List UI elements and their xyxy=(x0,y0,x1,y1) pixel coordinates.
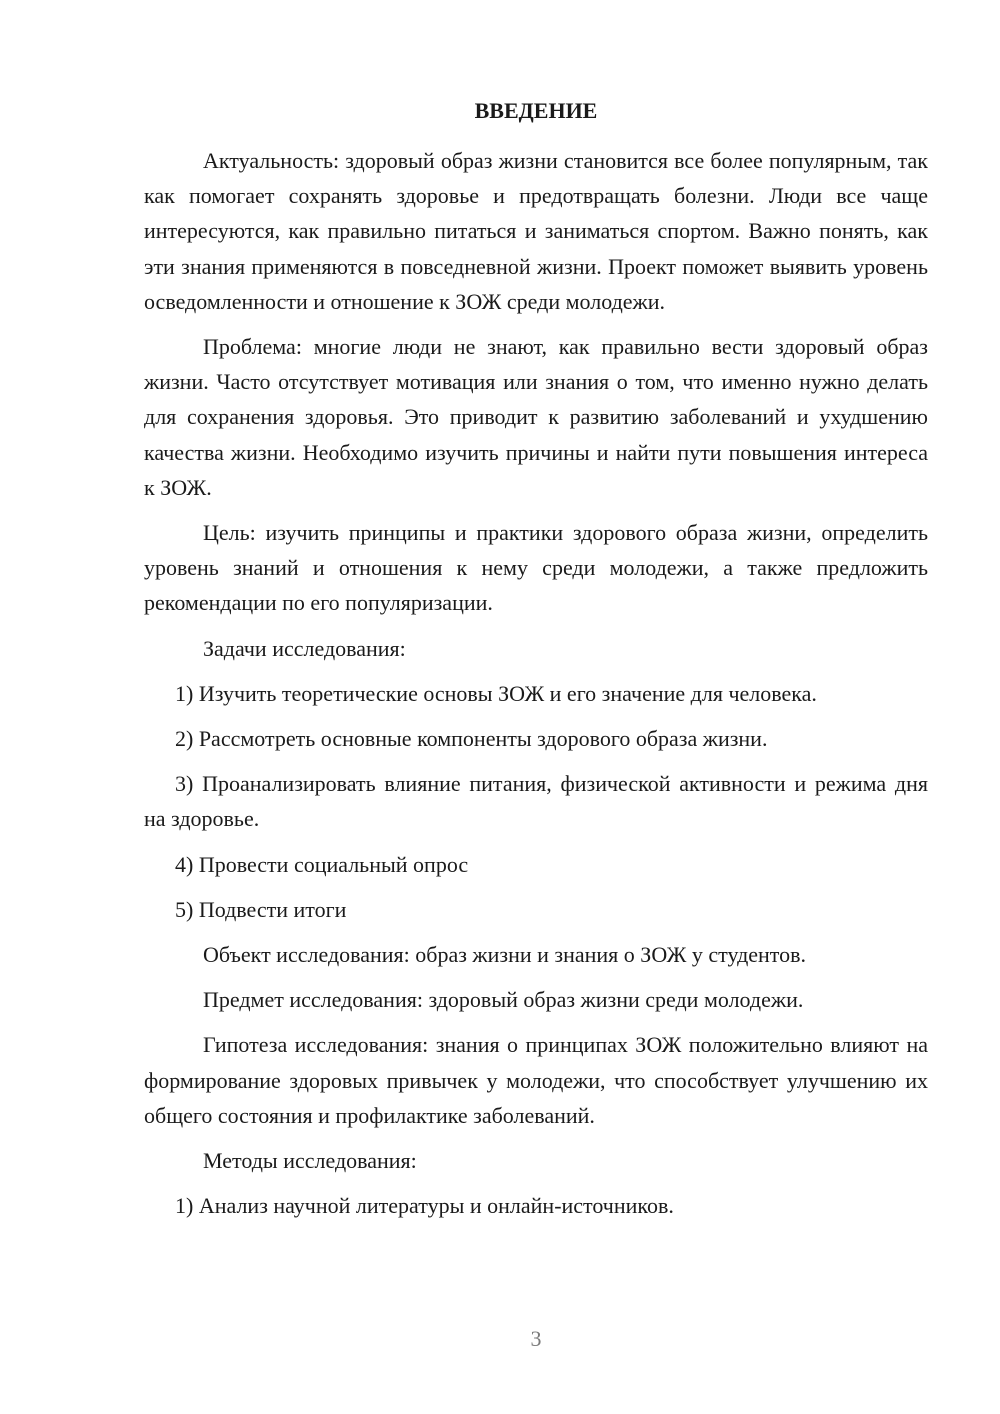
hypothesis-paragraph: Гипотеза исследования: знания о принципах ЗОЖ положительно влияют на формирование здоровых привычек у молодежи, что способствует улучшению их общего состояния и профилактике заболеваний. xyxy=(144,1032,928,1128)
problem-paragraph: Проблема: многие люди не знают, как правильно вести здоровый образ жизни. Часто отсутствует мотивация или знания о том, что именно нужно делать для сохранения здоровья. Это приводит к развитию заболеваний и ухудшению качества жизни. Необходимо изучить причины и найти пути повышения интереса к ЗОЖ. xyxy=(144,334,928,500)
task-item-2: 2) Рассмотреть основные компоненты здорового образа жизни. xyxy=(175,726,768,752)
task-item-5: 5) Подвести итоги xyxy=(175,896,347,922)
relevance-paragraph: Актуальность: здоровый образ жизни становится все более популярным, так как помогает сохранять здоровье и предотвращать болезни. Люди все чаще интересуются, как правильно питаться и заниматься спортом. Важно понять, как эти знания применяются в повседневной жизни. Проект поможет выявить уровень осведомленности и отношение к ЗОЖ среди молодежи. xyxy=(144,148,928,314)
object-paragraph: Объект исследования: образ жизни и знания о ЗОЖ у студентов. xyxy=(203,942,807,968)
task-item-3: 3) Проанализировать влияние питания, физической активности и режима дня на здоровье. xyxy=(144,771,928,832)
goal-paragraph: Цель: изучить принципы и практики здорового образа жизни, определить уровень знаний и отношения к нему среди молодежи, а также предложить рекомендации по его популяризации. xyxy=(144,520,928,616)
method-item-1: 1) Анализ научной литературы и онлайн-источников. xyxy=(175,1193,674,1219)
task-item-1: 1) Изучить теоретические основы ЗОЖ и его значение для человека. xyxy=(175,680,817,706)
task-item-4: 4) Провести социальный опрос xyxy=(175,851,469,877)
page-number: 3 xyxy=(530,1326,542,1351)
page-title: ВВЕДЕНИЕ xyxy=(474,98,598,123)
methods-title: Методы исследования: xyxy=(203,1148,417,1174)
page-content xyxy=(144,93,928,1233)
tasks-title: Задачи исследования: xyxy=(203,635,406,661)
subject-paragraph: Предмет исследования: здоровый образ жизни среди молодежи. xyxy=(203,987,804,1013)
